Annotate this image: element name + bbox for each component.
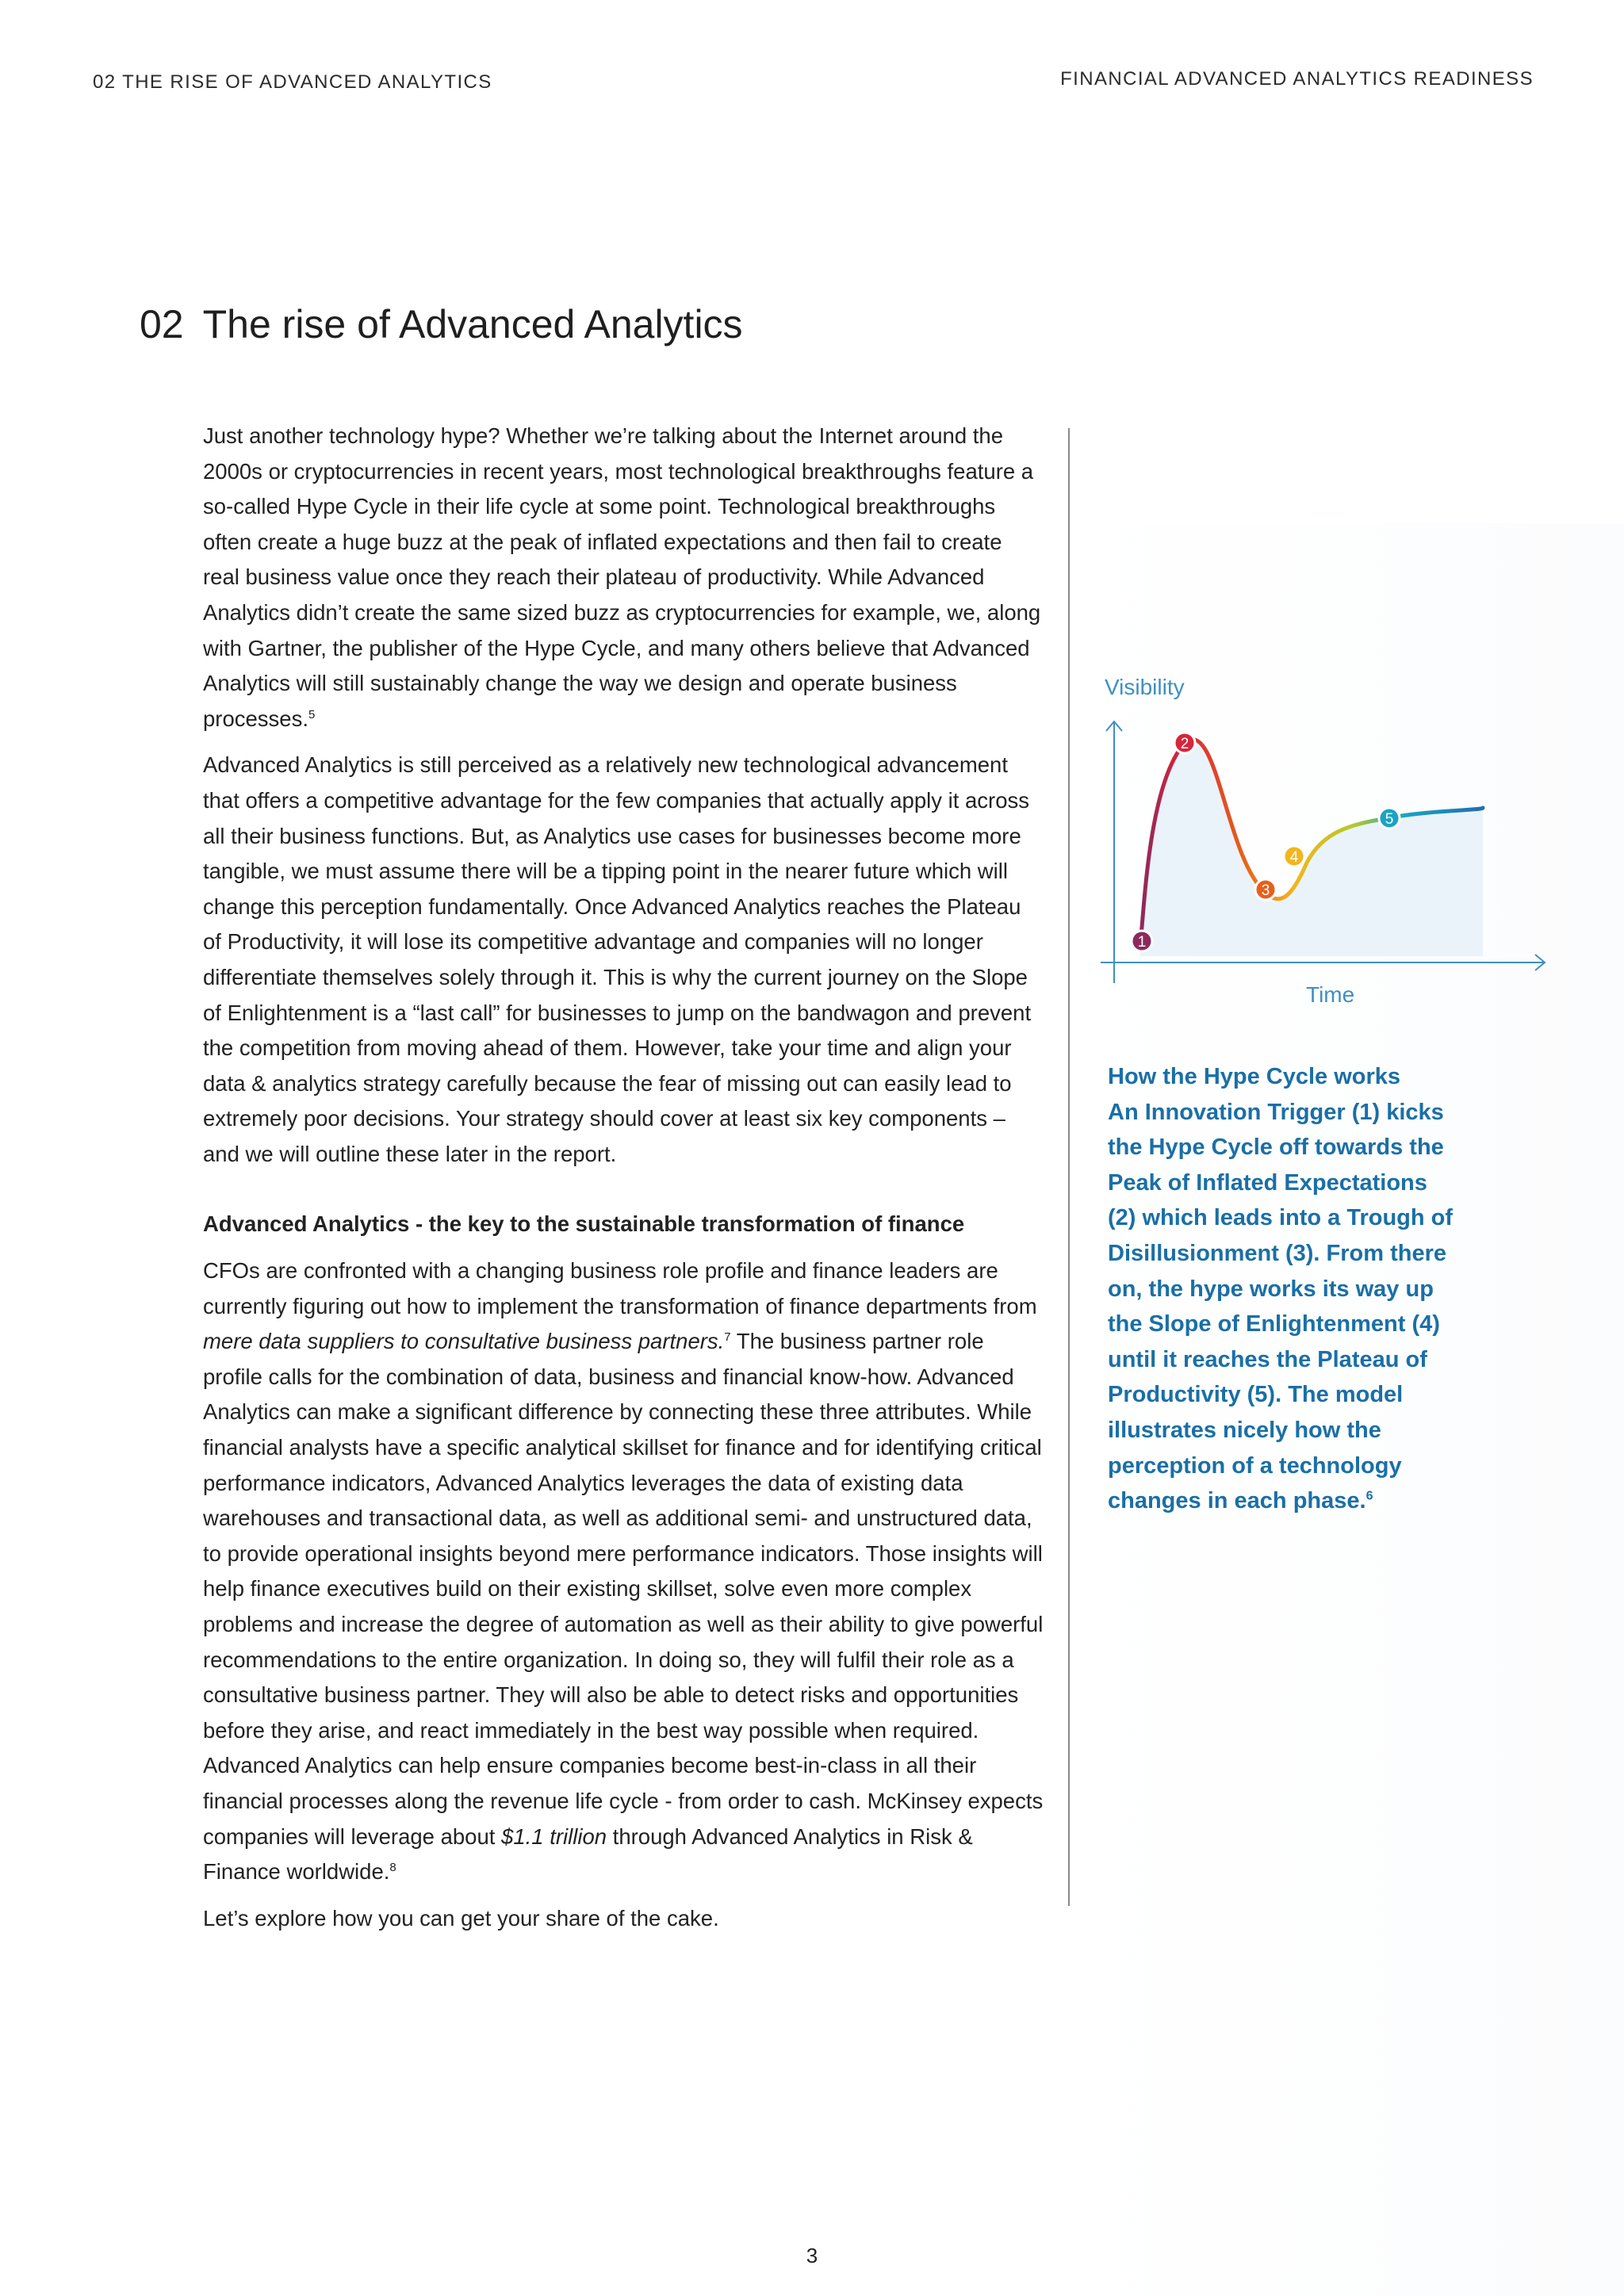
- paragraph-1: [203, 419, 1044, 737]
- paragraph-3-text-b: The business partner role profile calls for the combination of data, business and financial know-how. Advanced Analytics can make a significant difference by connecting these three attributes. While financial analysts have a specific analytical skillset for finance and for identifying critical performance indicators, Advanced Analytics leverages the data of existing data warehouses and transactional data, as well as additional semi- and unstructured data, to provide operational insights beyond mere performance indicators. Those insights will help finance executives build on their existing skillset, solve even more complex problems and increase the degree of automation as well as their ability to give powerful recommendations to the entire organization. In doing so, they will fulfil their role as a consultative business partner. They will also be able to detect risks and opportunities before they arise, and react immediately in the best way possible when required. Advanced Analytics can help ensure companies become best-in-class in all their financial processes along the revenue life cycle - from order to cash. McKinsey expects companies will leverage about: [203, 1329, 1044, 1849]
- marker-1: [1132, 931, 1152, 951]
- paragraph-3-text-c: through Advanced Analytics in Risk & Finance worldwide.: [203, 1823, 973, 1885]
- running-header-document: FINANCIAL ADVANCED ANALYTICS READINESS: [1060, 68, 1534, 90]
- column-divider: [1068, 428, 1070, 1906]
- paragraph-2: Advanced Analytics is still perceived as a relatively new technological advancement that offers a competitive advantage for the few companies that actually apply it across all their business functions. But, as Analytics use cases for businesses become more tangible, we must assume there will be a tipping point in the nearer future which will change this perception fundamentally. Once Advanced Analytics reaches the Plateau of Productivity, it will lose its competitive advantage and companies will no longer differentiate themselves solely through it. This is why the current journey on the Slope of Enlightenment is a “last call” for businesses to jump on the bandwagon and prevent the competition from moving ahead of them. However, take your time and align your data & analytics strategy carefully because the fear of missing out can easily lead to extremely poor decisions. Your strategy should cover at least six key components – and we will outline these later in the report.: [203, 752, 1032, 1166]
- caption-title: How the Hype Cycle works: [1108, 1064, 1401, 1089]
- main-text-column: [203, 419, 1044, 1947]
- marker-3: [1255, 879, 1276, 900]
- marker-4: [1284, 846, 1304, 867]
- footnote-ref-5: 5: [308, 707, 316, 721]
- hype-cycle-diagram: [1086, 658, 1562, 1023]
- paragraph-3: [203, 1253, 1044, 1890]
- marker-2-label: 2: [1180, 736, 1189, 752]
- page-title: [140, 301, 743, 347]
- paragraph-3-amount: $1.1 trillion: [501, 1823, 607, 1849]
- hype-area: [1137, 740, 1483, 956]
- marker-5-label: 5: [1385, 811, 1394, 828]
- y-axis-label: Visibility: [1105, 675, 1185, 699]
- paragraph-4: Let’s explore how you can get your share of the cake.: [203, 1905, 719, 1931]
- marker-4-label: 4: [1289, 849, 1299, 866]
- marker-1-label: 1: [1137, 934, 1147, 951]
- chapter-number: 02: [140, 302, 184, 346]
- footnote-ref-7: 7: [724, 1330, 731, 1345]
- page-number: 3: [806, 2244, 818, 2267]
- marker-5: [1379, 808, 1400, 828]
- running-header-section: 02 THE RISE OF ADVANCED ANALYTICS: [93, 71, 492, 93]
- paragraph-1-text: Just another technology hype? Whether we’re talking about the Internet around the 2000s or cryptocurrencies in recent years, most technological breakthroughs feature a so-called Hype Cycle in their life cycle at some point. Technological breakthroughs often create a huge buzz at the peak of inflated expectations and then fail to create real business value once they reach their plateau of productivity. While Advanced Analytics didn’t create the same sized buzz as cryptocurrencies for example, we, along with Gartner, the publisher of the Hype Cycle, and many others believe that Advanced Analytics will still sustainably change the way we design and operate business processes.: [203, 423, 1041, 731]
- caption-text: An Innovation Trigger (1) kicks the Hype Cycle off towards the Peak of Inflated Expectations (2) which leads into a Trough of Disillusionment (3). From there on, the hype works its way up the Slope of Enlightenment (4) until it reaches the Plateau of Productivity (5). The model illustrates nicely how the perception of a technology changes in each phase.: [1108, 1099, 1454, 1514]
- paragraph-3-text-a: CFOs are confronted with a changing business role profile and finance leaders are currently figuring out how to implement the transformation of finance departments from: [203, 1258, 1037, 1318]
- x-axis-label: Time: [1306, 982, 1355, 1007]
- chapter-title: The rise of Advanced Analytics: [202, 302, 743, 346]
- hype-cycle-caption: [1108, 1059, 1457, 1519]
- marker-3-label: 3: [1261, 882, 1270, 899]
- footnote-ref-8: 8: [389, 1861, 396, 1874]
- marker-2: [1174, 733, 1195, 753]
- paragraph-3-italic: mere data suppliers to consultative business partners.: [203, 1329, 725, 1354]
- footnote-ref-6: 6: [1365, 1489, 1373, 1503]
- subheading: Advanced Analytics - the key to the sustainable transformation of finance: [203, 1211, 965, 1237]
